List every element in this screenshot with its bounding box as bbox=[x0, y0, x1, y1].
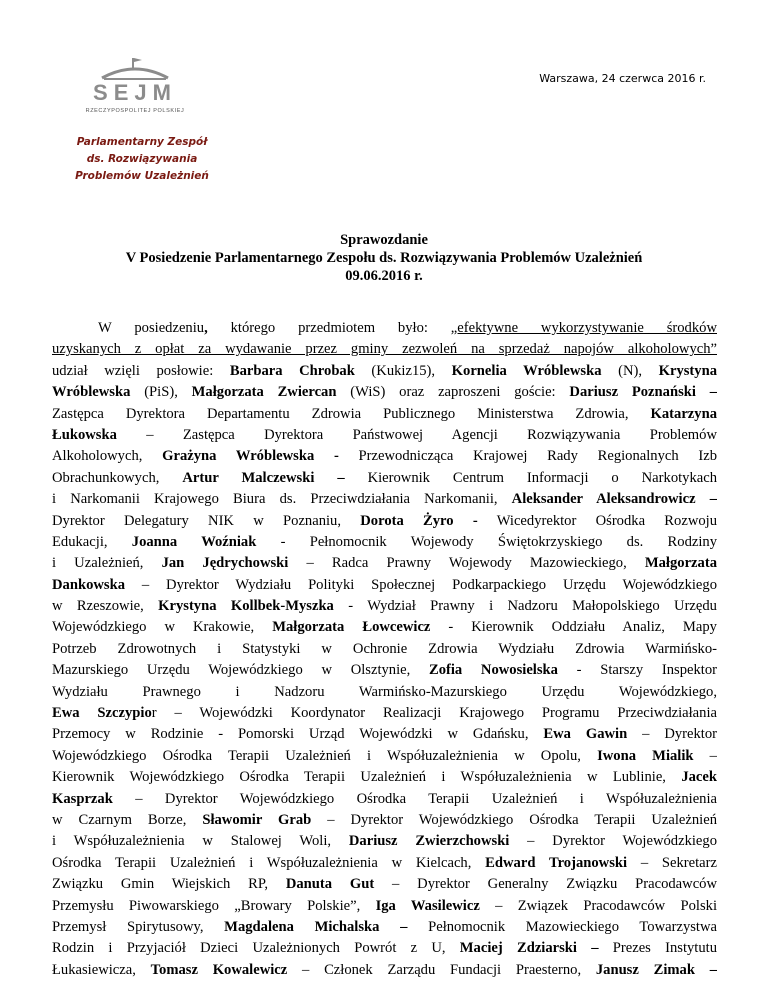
participant-name: Małgorzata bbox=[644, 555, 717, 572]
body-text: r – Wojewódzki Koordynator Realizacji Krajowego Programu Przeciwdziałania bbox=[151, 705, 717, 722]
participant-name: Małgorzata Zwiercan bbox=[191, 384, 337, 401]
title-line: 09.06.2016 r. bbox=[345, 268, 423, 284]
body-text: Mazurskiego Urzędu Wojewódzkiego w Olsztynie, bbox=[52, 662, 429, 679]
participant-name: Dariusz Zwierzchowski bbox=[348, 833, 510, 850]
participant-name: Dankowska bbox=[52, 576, 125, 593]
body-text: Prezes Instytutu bbox=[598, 940, 717, 957]
participant-name: , bbox=[204, 320, 208, 336]
body-line bbox=[52, 746, 717, 767]
document-date: Warszawa, 24 czerwca 2016 r. bbox=[539, 72, 706, 85]
sejm-logo bbox=[80, 56, 190, 126]
logo-subtitle: RZECZYPOSPOLITEJ POLSKIEJ bbox=[85, 108, 185, 114]
body-text: Pełnomocnik Mazowieckiego Towarzystwa bbox=[407, 918, 717, 935]
body-line bbox=[52, 532, 717, 553]
body-text: Wojewódzkiego w Krakowie, bbox=[52, 619, 273, 636]
body-text: (Kukiz15), bbox=[354, 362, 452, 379]
body-line bbox=[52, 810, 717, 831]
body-text: Wojewódzkiego Ośrodka Terapii Uzależnień i Współuzależnienia w Opolu, bbox=[52, 747, 598, 764]
org-line: Parlamentarny Zespół bbox=[76, 136, 208, 148]
title-line: Sprawozdanie bbox=[340, 232, 428, 248]
body-text: Związku Gmin Wiejskich RP, bbox=[52, 876, 286, 893]
participant-name: Sławomir Grab bbox=[202, 811, 312, 828]
body-text: Kierownik Centrum Informacji o Narkotykach bbox=[344, 469, 717, 486]
body-text: Zastępca Dyrektora Departamentu Zdrowia Publicznego Ministerstwa Zdrowia, bbox=[52, 405, 651, 422]
body-line bbox=[52, 553, 717, 574]
body-text: Alkoholowych, bbox=[52, 448, 163, 465]
body-line bbox=[52, 404, 717, 425]
body-text: – Związek Pracodawców Polski bbox=[479, 897, 717, 914]
body-text: - Starszy Inspektor bbox=[557, 662, 717, 679]
body-line bbox=[52, 960, 717, 981]
body-text: Edukacji, bbox=[52, 533, 132, 550]
body-text: Przemocy w Rodzinie - Pomorski Urząd Wojewódzki w Gdańsku, bbox=[52, 726, 544, 743]
participant-name: Maciej Zdziarski – bbox=[459, 940, 599, 957]
body-line bbox=[52, 425, 717, 446]
body-line bbox=[52, 639, 717, 660]
body-text: – bbox=[693, 747, 717, 764]
participant-name: Joanna Woźniak bbox=[131, 533, 257, 550]
report-body bbox=[52, 318, 717, 981]
body-line bbox=[52, 724, 717, 745]
body-text: Przemysł Spirytusowy, bbox=[52, 918, 225, 935]
body-line bbox=[52, 789, 717, 810]
participant-name: Jan Jędrychowski bbox=[161, 555, 289, 572]
body-line bbox=[52, 917, 717, 938]
body-text: Wicedyrektor Ośrodka Rozwoju bbox=[477, 512, 717, 529]
participant-name: Barbara Chrobak bbox=[229, 362, 355, 379]
body-text: – Dyrektor Wojewódzkiego bbox=[509, 833, 717, 850]
org-line: ds. Rozwiązywania bbox=[86, 153, 198, 165]
participant-name: Wróblewska bbox=[52, 384, 131, 401]
body-text: udział wzięli posłowie: bbox=[52, 362, 230, 379]
body-text: którego przedmiotem było: bbox=[207, 320, 451, 336]
body-line bbox=[52, 489, 717, 510]
body-line bbox=[52, 511, 717, 532]
body-text: – Członek Zarządu Fundacji Praesterno, bbox=[287, 961, 596, 978]
participant-name: Dorota Żyro - bbox=[360, 512, 478, 529]
participant-name: Grażyna Wróblewska - bbox=[162, 448, 339, 465]
body-text: Rodzin i Przyjaciół Dzieci Uzależnionych Powrót z U, bbox=[52, 940, 460, 957]
participant-name: Magdalena Michalska – bbox=[224, 918, 408, 935]
org-line: Problemów Uzależnień bbox=[75, 170, 209, 182]
participant-name: Krystyna bbox=[658, 362, 717, 379]
body-text: – Dyrektor Generalny Związku Pracodawców bbox=[374, 876, 717, 893]
participant-name: Zofia Nowosielska bbox=[428, 662, 558, 679]
participant-name: Iga Wasilewicz bbox=[375, 897, 480, 914]
participant-name: Katarzyna bbox=[650, 405, 717, 422]
body-line bbox=[52, 660, 717, 681]
participant-name: Małgorzata Łowcewicz bbox=[272, 619, 431, 636]
body-text: – Radca Prawny Wojewody Mazowieckiego, bbox=[288, 555, 645, 572]
report-title bbox=[64, 231, 704, 285]
body-text: Potrzeb Zdrowotnych i Statystyki w Ochronie Zdrowia Wydziału Zdrowia Warmińsko- bbox=[52, 640, 717, 657]
body-text: Dyrektor Delegatury NIK w Poznaniu, bbox=[52, 512, 361, 529]
body-text: Kierownik Wojewódzkiego Ośrodka Terapii Uzależnień i Współuzależnienia w Lublinie, bbox=[52, 769, 682, 786]
body-text: – Sekretarz bbox=[627, 854, 717, 871]
body-line bbox=[52, 831, 717, 852]
body-text: (PiS), bbox=[130, 384, 192, 401]
body-text: i Uzależnień, bbox=[52, 555, 162, 572]
body-text: Przemysłu Piwowarskiego „Browary Polskie”, bbox=[52, 897, 376, 914]
body-text: w Czarnym Borze, bbox=[52, 811, 203, 828]
participant-name: Aleksander Aleksandrowicz – bbox=[511, 491, 717, 508]
body-text: Wydziału Prawnego i Nadzoru Warmińsko-Mazurskiego Urzędu Wojewódzkiego, bbox=[52, 683, 717, 700]
participant-name: Łukowska bbox=[52, 426, 117, 443]
title-line: V Posiedzenie Parlamentarnego Zespołu ds. Rozwiązywania Problemów Uzależnień bbox=[125, 250, 643, 266]
body-text: i Narkomanii Krajowego Biura ds. Przeciwdziałania Narkomanii, bbox=[52, 491, 512, 508]
body-line bbox=[52, 596, 717, 617]
participant-name: Ewa Szczypio bbox=[52, 705, 152, 722]
body-text: uzyskanych z opłat za wydawanie przez gminy zezwoleń na sprzedaż napojów alkoholowych” bbox=[52, 341, 717, 358]
participant-name: Iwona Mialik bbox=[597, 747, 694, 764]
body-line bbox=[52, 361, 717, 382]
body-text: i Współuzależnienia w Stalowej Woli, bbox=[52, 833, 349, 850]
body-text: Ośrodka Terapii Uzależnień i Współuzależnienia w Kielcach, bbox=[52, 854, 486, 871]
body-line bbox=[52, 767, 717, 788]
body-text: – Dyrektor Wojewódzkiego Ośrodka Terapii Uzależnień bbox=[311, 811, 717, 828]
body-text: - Pełnomocnik Wojewody Świętokrzyskiego ds. Rodziny bbox=[256, 533, 717, 550]
participant-name: Janusz Zimak – bbox=[595, 961, 717, 978]
body-text: w Rzeszowie, bbox=[52, 598, 159, 615]
body-text: Łukasiewicza, bbox=[52, 961, 151, 978]
body-line bbox=[52, 446, 717, 467]
body-text: – Dyrektor Wydziału Polityki Społecznej Podkarpackiego Urzędu Wojewódzkiego bbox=[125, 576, 717, 593]
body-text: (N), bbox=[601, 362, 659, 379]
body-text: – Dyrektor Wojewódzkiego Ośrodka Terapii Uzależnień i Współuzależnienia bbox=[112, 790, 717, 807]
body-text: Przewodnicząca Krajowej Rady Regionalnych Izb bbox=[338, 448, 717, 465]
participant-name: Ewa Gawin bbox=[543, 726, 628, 743]
body-text: Obrachunkowych, bbox=[52, 469, 183, 486]
body-text: - Wydział Prawny i Nadzoru Małopolskiego Urzędu bbox=[333, 598, 717, 615]
body-line bbox=[52, 682, 717, 703]
participant-name: Kasprzak bbox=[52, 790, 113, 807]
body-line bbox=[52, 874, 717, 895]
body-line bbox=[52, 382, 717, 403]
organization-name bbox=[72, 134, 212, 185]
body-line bbox=[52, 468, 717, 489]
participant-name: Tomasz Kowalewicz bbox=[150, 961, 288, 978]
participant-name: Edward Trojanowski bbox=[485, 854, 628, 871]
body-text: – Dyrektor bbox=[627, 726, 717, 743]
body-line bbox=[52, 575, 717, 596]
body-line bbox=[52, 853, 717, 874]
body-line bbox=[52, 318, 717, 339]
body-text: - Kierownik Oddziału Analiz, Mapy bbox=[430, 619, 717, 636]
participant-name: Jacek bbox=[681, 769, 717, 786]
participant-name: Dariusz Poznański – bbox=[569, 384, 717, 401]
participant-name: Kornelia Wróblewska bbox=[451, 362, 602, 379]
participant-name: Danuta Gut bbox=[285, 876, 375, 893]
logo-word: SEJM bbox=[93, 80, 177, 105]
body-line bbox=[52, 938, 717, 959]
participant-name: Krystyna Kollbek-Myszka bbox=[158, 598, 334, 615]
body-text: – Zastępca Dyrektora Państwowej Agencji Rozwiązywania Problemów bbox=[116, 426, 717, 443]
body-line bbox=[52, 617, 717, 638]
body-line bbox=[52, 896, 717, 917]
body-text: „efektywne wykorzystywanie środków bbox=[450, 320, 717, 336]
body-text: (WiS) oraz zaproszeni goście: bbox=[336, 384, 570, 401]
body-line bbox=[52, 339, 717, 360]
body-line bbox=[52, 703, 717, 724]
body-text: W posiedzeniu bbox=[98, 320, 205, 336]
participant-name: Artur Malczewski – bbox=[182, 469, 345, 486]
